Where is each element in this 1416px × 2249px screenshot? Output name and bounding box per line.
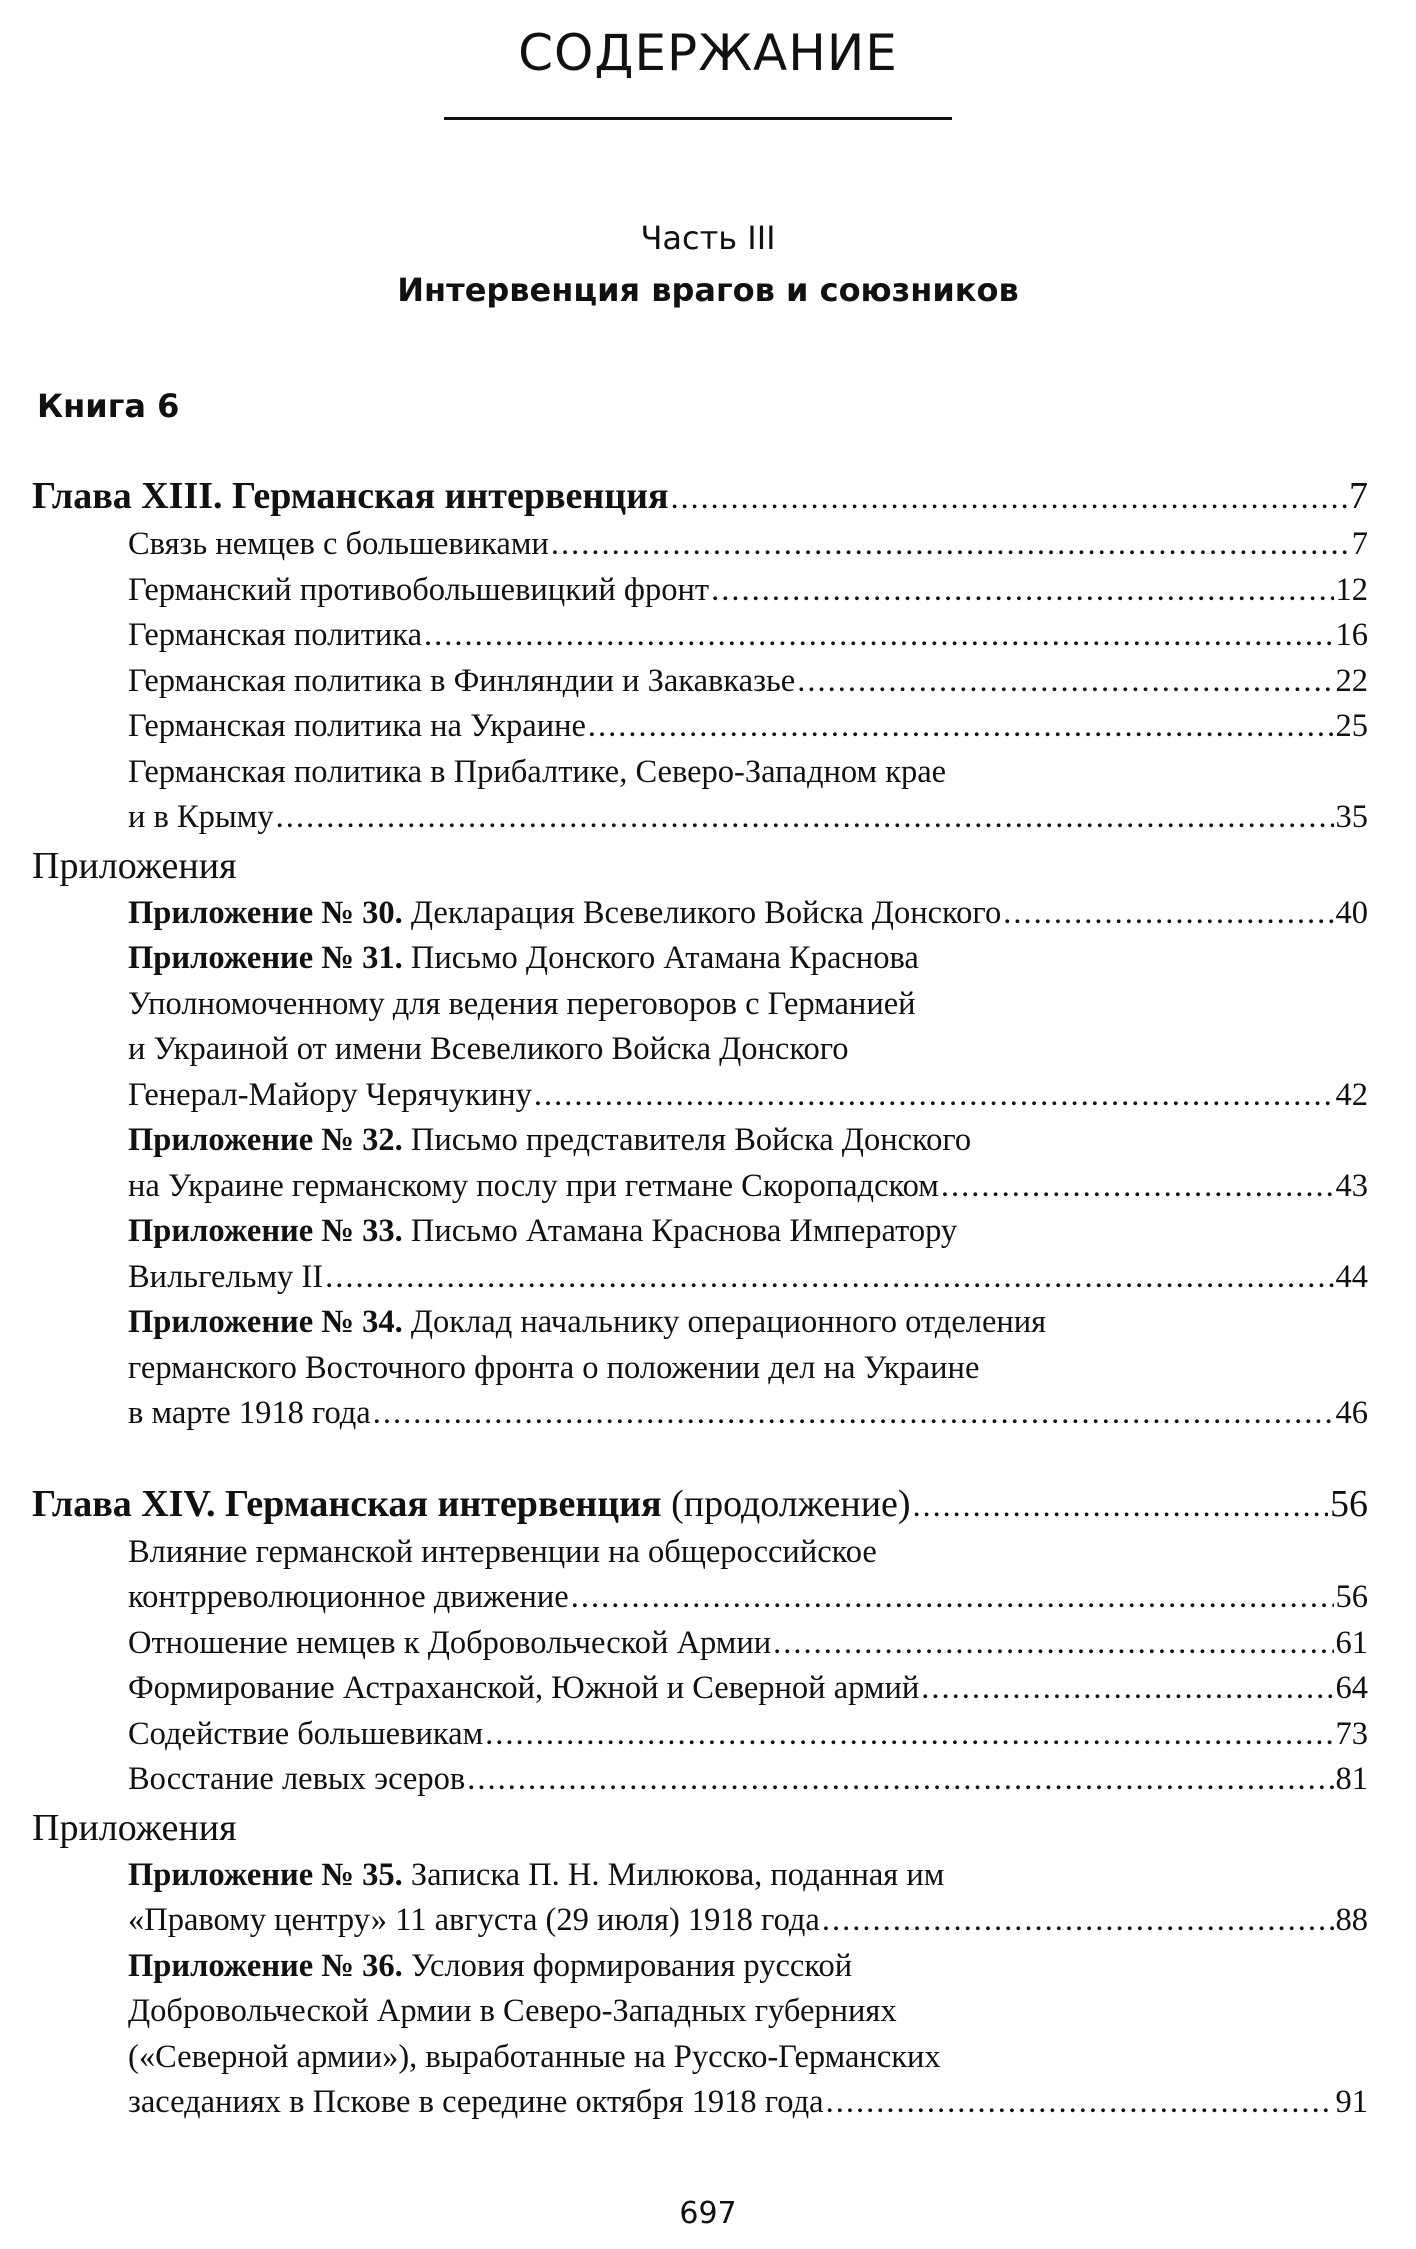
appendix-title-line: заседаниях в Пскове в середине октября 1918 года	[128, 2084, 824, 2120]
section-title: Германская политика в Финляндии и Закавказье	[128, 662, 796, 699]
toc-section[interactable]	[32, 1757, 1368, 1803]
section-page: 22	[1335, 662, 1368, 699]
chapter-14-suffix: (продолжение)	[661, 1482, 911, 1525]
appendix-title-line: Вильгельму II	[128, 1258, 324, 1295]
appendix-title-line: Письмо Атамана Краснова Императору	[402, 1213, 958, 1249]
part-label: Часть III	[640, 219, 776, 257]
section-page: 81	[1335, 1761, 1368, 1797]
appendix-title-line: «Правому центру» 11 августа (29 июля) 1918 года	[128, 1902, 820, 1938]
appendix-page: 88	[1335, 1902, 1368, 1938]
appendix-label: Приложение № 33.	[128, 1213, 403, 1249]
appendix-title-line: Генерал-Майору Черячукину	[128, 1076, 532, 1113]
appendix-title-line: Доклад начальнику операционного отделения	[402, 1304, 1047, 1340]
appendix-label: Приложение № 32.	[128, 1122, 403, 1158]
dot-leader	[822, 1898, 1334, 1944]
appendix-title-line: Письмо Донского Атамана Краснова	[402, 940, 919, 976]
appendix-page: 43	[1335, 1167, 1368, 1204]
toc-section[interactable]	[32, 568, 1368, 614]
appendices-heading: Приложения	[32, 1806, 237, 1849]
toc-section[interactable]	[32, 1712, 1368, 1758]
toc-section[interactable]	[32, 795, 1368, 841]
appendix-title-line: и Украиной от имени Всевеликого Войска Донского	[128, 1031, 849, 1067]
toc-section[interactable]	[32, 1575, 1368, 1621]
toc-appendix-30[interactable]	[32, 891, 1368, 937]
section-page: 61	[1335, 1624, 1368, 1661]
appendix-page: 44	[1335, 1258, 1368, 1295]
dot-leader	[588, 704, 1334, 750]
appendix-title-line: Условия формирования русской	[402, 1947, 853, 1984]
appendix-title-line: Письмо представителя Войска Донского	[402, 1122, 972, 1158]
dot-leader	[534, 1073, 1334, 1119]
toc-appendix-33-end[interactable]	[32, 1255, 1368, 1301]
dot-leader	[1003, 891, 1333, 937]
dot-leader	[571, 1575, 1334, 1621]
section-title: Отношение немцев к Добровольческой Армии	[128, 1624, 772, 1661]
part-title: Интервенция врагов и союзников	[397, 271, 1019, 309]
dot-leader	[913, 1481, 1328, 1528]
dot-leader	[921, 1666, 1333, 1712]
appendix-label: Приложение № 34.	[128, 1304, 403, 1340]
toc-chapter-14[interactable]	[32, 1481, 1368, 1528]
section-page: 56	[1335, 1579, 1368, 1615]
page-title: СОДЕРЖАНИЕ	[518, 24, 898, 82]
toc-appendix-34[interactable]	[32, 1300, 1368, 1346]
section-page: 64	[1335, 1670, 1368, 1706]
dot-leader	[797, 659, 1333, 705]
toc-appendix-31[interactable]	[32, 936, 1368, 982]
section-page: 25	[1335, 708, 1368, 744]
appendix-title-line: на Украине германскому послу при гетмане Скоропадском	[128, 1167, 939, 1204]
toc-chapter-13[interactable]	[32, 473, 1368, 520]
appendix-title-line: в марте 1918 года	[128, 1395, 371, 1431]
toc-appendix-32[interactable]	[32, 1118, 1368, 1164]
book-label: Книга 6	[37, 387, 180, 425]
toc-appendix-33[interactable]	[32, 1209, 1368, 1255]
dot-leader	[276, 795, 1334, 841]
page-number: 697	[679, 2196, 737, 2231]
toc-section[interactable]	[32, 613, 1368, 659]
section-title: и в Крыму	[128, 799, 274, 835]
appendix-label: Приложение № 30.	[128, 894, 403, 931]
dot-leader	[711, 568, 1333, 614]
appendix-page: 42	[1335, 1076, 1368, 1113]
appendix-title-line: Уполномоченному для ведения переговоров с Германией	[128, 985, 916, 1022]
dot-leader	[826, 2080, 1334, 2126]
chapter-14-title: . Германская интервенция	[206, 1482, 662, 1525]
dot-leader	[941, 1164, 1334, 1210]
section-title-line: Влияние германской интервенции на общероссийское	[128, 1533, 877, 1570]
section-title: контрреволюционное движение	[128, 1579, 569, 1615]
section-page: 12	[1335, 571, 1368, 608]
section-title: Германская политика	[128, 617, 423, 653]
dot-leader	[551, 522, 1350, 568]
toc-appendix-36-end[interactable]	[32, 2080, 1368, 2126]
dot-leader	[467, 1757, 1333, 1803]
appendix-label: Приложение № 36.	[128, 1947, 403, 1984]
toc-section[interactable]	[32, 1621, 1368, 1667]
toc-section[interactable]	[32, 522, 1368, 568]
appendix-page: 40	[1335, 894, 1368, 931]
appendix-title: Декларация Всевеликого Войска Донского	[402, 894, 1002, 931]
section-title: Германский противобольшевицкий фронт	[128, 571, 710, 608]
dot-leader	[671, 473, 1347, 520]
section-title: Германская политика на Украине	[128, 708, 586, 744]
appendix-page: 91	[1335, 2084, 1368, 2120]
toc-appendix-32-end[interactable]	[32, 1164, 1368, 1210]
chapter-14-prefix: Глава XIV	[32, 1482, 207, 1525]
title-underline	[444, 117, 952, 120]
dot-leader	[325, 1255, 1333, 1301]
toc-section[interactable]	[32, 659, 1368, 705]
section-page: 16	[1335, 617, 1368, 653]
section-title-line: Германская политика в Прибалтике, Северо-Западном крае	[128, 753, 947, 790]
chapter-13-page: 7	[1349, 475, 1368, 517]
toc-appendix-35[interactable]	[32, 1853, 1368, 1899]
toc-appendix-36[interactable]	[32, 1944, 1368, 1990]
chapter-13-title: . Германская интервенция	[213, 475, 669, 517]
section-page: 7	[1351, 526, 1368, 562]
section-title: Содействие большевикам	[128, 1715, 484, 1752]
toc-appendix-34-end[interactable]	[32, 1391, 1368, 1437]
section-page: 35	[1335, 799, 1368, 835]
section-title: Формирование Астраханской, Южной и Северной армий	[128, 1670, 920, 1706]
toc-section[interactable]	[32, 1666, 1368, 1712]
appendix-label: Приложение № 35.	[128, 1856, 403, 1893]
appendix-page: 46	[1335, 1395, 1368, 1431]
section-title: Связь немцев с большевиками	[128, 526, 549, 562]
chapter-14-page: 56	[1330, 1482, 1368, 1525]
toc-appendix-31-end[interactable]	[32, 1073, 1368, 1119]
toc-appendix-35-end[interactable]	[32, 1898, 1368, 1944]
section-title: Восстание левых эсеров	[128, 1761, 466, 1797]
toc-section[interactable]	[32, 704, 1368, 750]
dot-leader	[485, 1712, 1333, 1758]
appendices-heading: Приложения	[32, 844, 237, 887]
appendix-title-line: германского Восточного фронта о положении дел на Украине	[128, 1349, 980, 1386]
appendix-title-line: («Северной армии»), выработанные на Русско-Германских	[128, 2038, 941, 2075]
dot-leader	[424, 613, 1333, 659]
chapter-13-prefix: Глава XIII	[32, 475, 214, 517]
appendix-label: Приложение № 31.	[128, 940, 403, 976]
dot-leader	[773, 1621, 1333, 1667]
appendix-title-line: Записка П. Н. Милюкова, поданная им	[402, 1856, 945, 1893]
table-of-contents	[32, 473, 1368, 2126]
dot-leader	[373, 1391, 1334, 1437]
appendix-title-line: Добровольческой Армии в Северо-Западных губерниях	[128, 1993, 897, 2029]
section-page: 73	[1335, 1715, 1368, 1752]
